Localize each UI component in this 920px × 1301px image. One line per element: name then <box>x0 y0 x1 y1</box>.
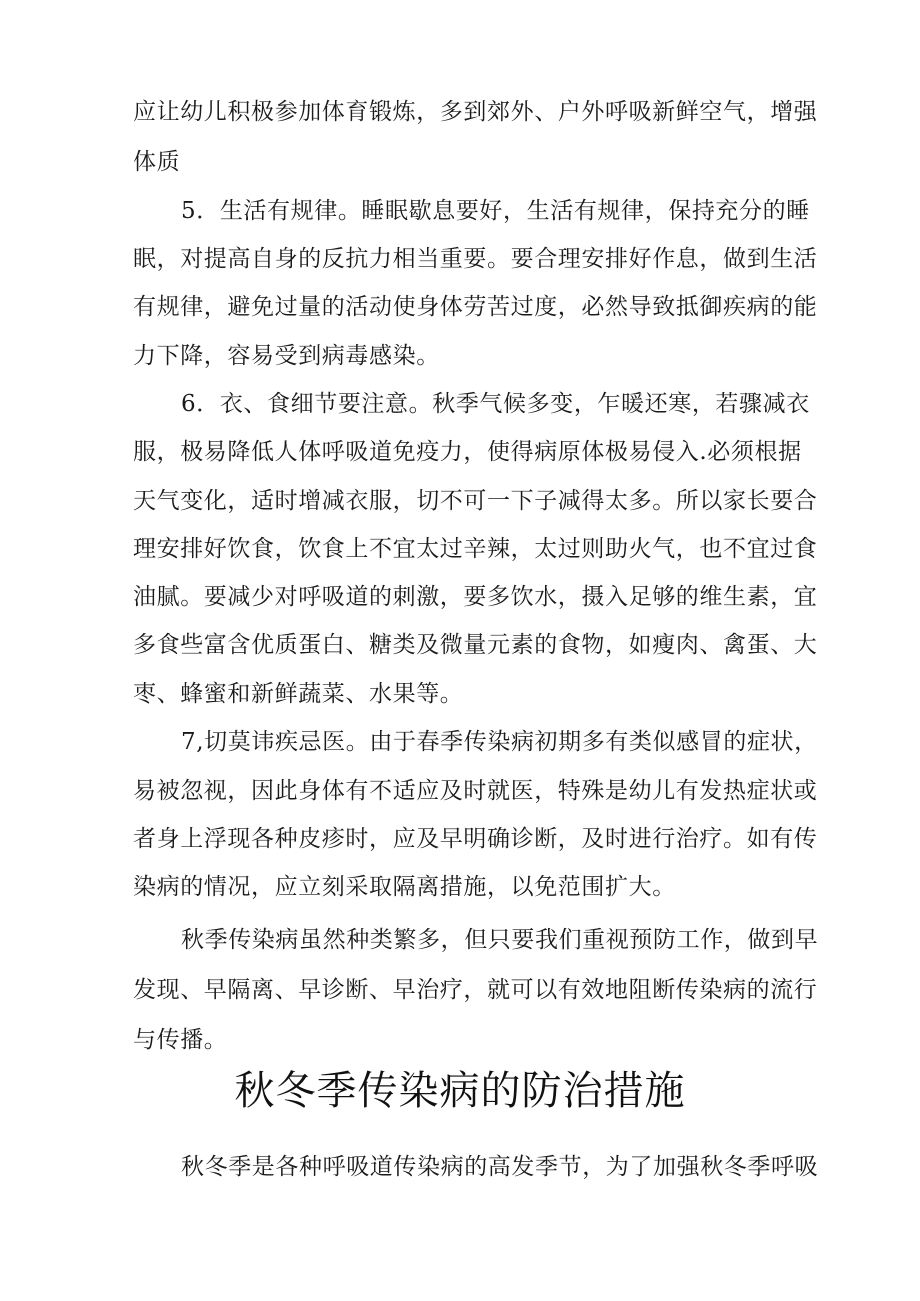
text-line: 眠，对提高自身的反抗力相当重要。要合理安排好作息，做到生活 <box>133 246 818 272</box>
text-line: 发现、早隔离、早诊断、早治疗，就可以有效地阻断传染病的流行 <box>133 977 818 1003</box>
text-line: 服，极易降低人体呼吸道免疫力，使得病原体极易侵入.必须根据 <box>133 439 802 465</box>
text-line: 枣、蜂蜜和新鲜蔬菜、水果等。 <box>133 681 464 707</box>
text-line: 油腻。要减少对呼吸道的刺激，要多饮水，摄入足够的维生素，宜 <box>133 584 818 610</box>
text-line: 秋冬季是各种呼吸道传染病的高发季节，为了加强秋冬季呼吸 <box>181 1154 819 1180</box>
text-line: 应让幼儿积极参加体育锻炼，多到郊外、户外呼吸新鲜空气，增强 <box>133 99 818 125</box>
text-line: 多食些富含优质蛋白、糖类及微量元素的食物，如瘦肉、禽蛋、大 <box>133 632 818 658</box>
text-line: 6．衣、食细节要注意。秋季气候多变，乍暖还寒，若骤减衣 <box>181 391 810 417</box>
text-line: 理安排好饮食，饮食上不宜太过辛辣，太过则助火气，也不宜过食 <box>133 536 818 562</box>
text-line: 5．生活有规律。睡眠歇息要好，生活有规律，保持充分的睡 <box>181 198 810 224</box>
text-line: 染病的情况，应立刻采取隔离措施，以免范围扩大。 <box>133 874 676 900</box>
text-line: 7,切莫讳疾忌医。由于春季传染病初期多有类似感冒的症状， <box>181 729 818 755</box>
text-line: 者身上浮现各种皮疹时，应及早明确诊断，及时进行治疗。如有传 <box>133 826 818 852</box>
text-line: 秋季传染病虽然种类繁多，但只要我们重视预防工作，做到早 <box>181 927 819 953</box>
text-line: 力下降，容易受到病毒感染。 <box>133 343 440 369</box>
text-line: 天气变化，适时增减衣服，切不可一下子减得太多。所以家长要合 <box>133 488 818 514</box>
text-line: 易被忽视，因此身体有不适应及时就医，特殊是幼儿有发热症状或 <box>133 778 818 804</box>
section-title: 秋冬季传染病的防治措施 <box>234 1068 686 1114</box>
text-line: 有规律，避免过量的活动使身体劳苦过度，必然导致抵御疾病的能 <box>133 294 818 320</box>
text-line: 与传播。 <box>133 1027 228 1053</box>
text-line: 体质 <box>133 149 181 175</box>
